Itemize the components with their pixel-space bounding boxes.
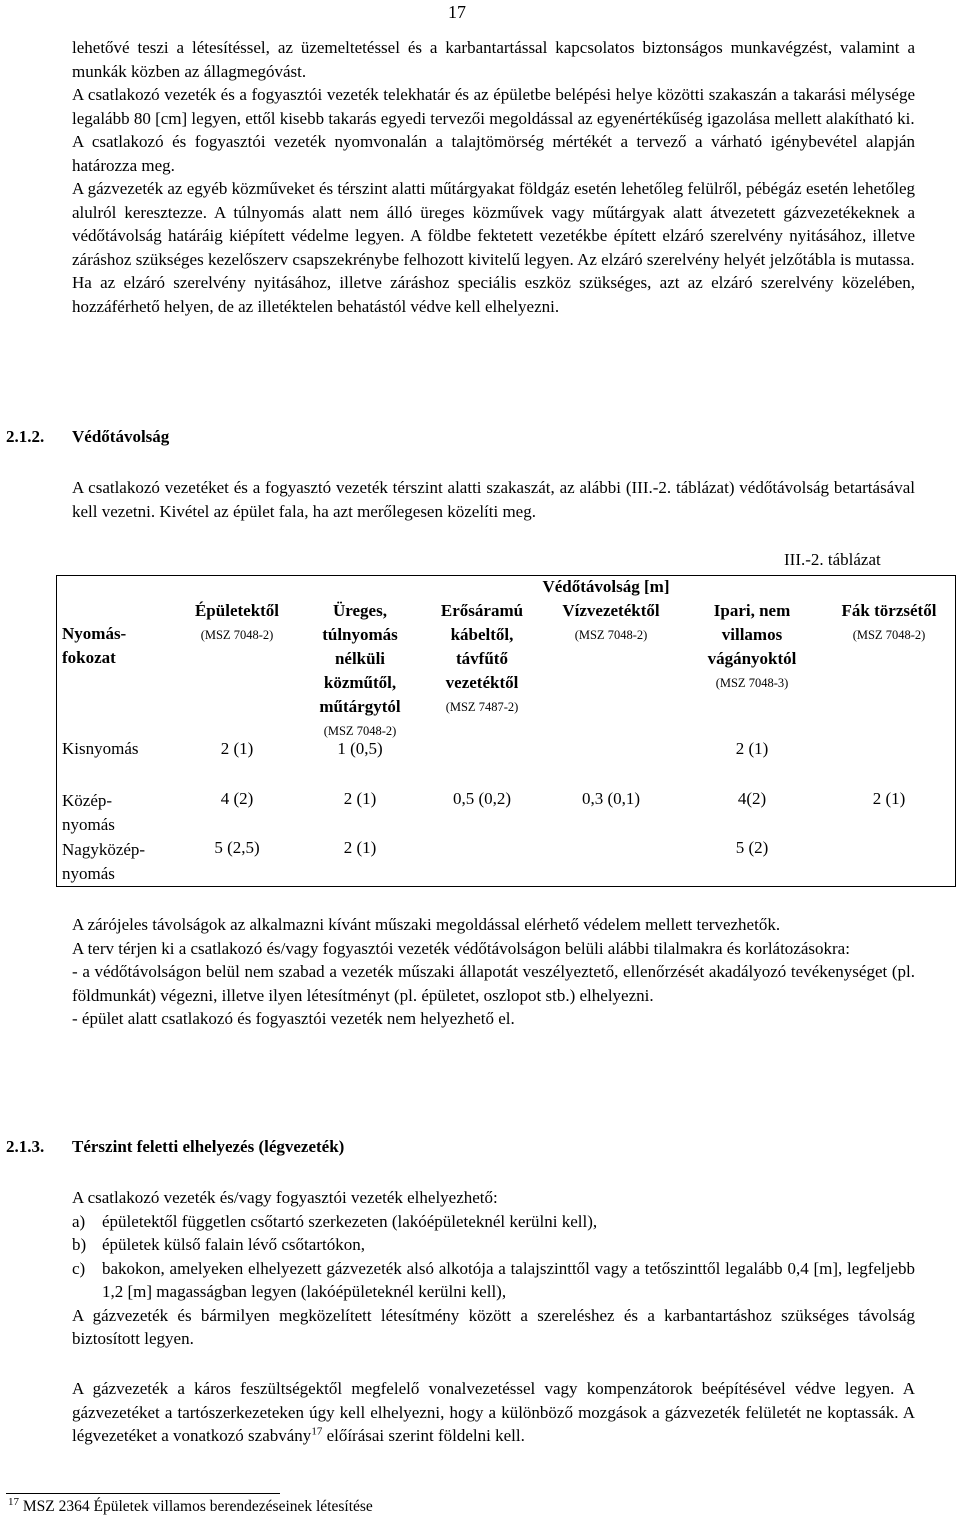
paragraph-text: előírásai szerint földelni kell. — [322, 1426, 525, 1445]
col-header-buildings — [181, 599, 293, 647]
standard-ref: (MSZ 7048-3) — [715, 676, 789, 690]
row-label-high-medium — [62, 838, 145, 886]
list-item-text: épületek külső falain lévő csőtartókon, — [102, 1235, 365, 1254]
section-number: 2.1.3. — [6, 1137, 45, 1156]
paragraph: lehetővé teszi a létesítéssel, az üzemeltetéssel és a karbantartással kapcsolatos biztonságos munkavégzést, valamint a munkák közben az állagmegóvást. — [72, 38, 915, 81]
label-line: Nagyközép- — [62, 840, 146, 859]
page-number: 17 — [448, 2, 466, 22]
intro-paragraph: A csatlakozó vezeték és/vagy fogyasztói vezeték elhelyezhető: — [72, 1188, 498, 1207]
footnote-mark: 17 — [8, 1495, 19, 1508]
cell-buildings-low: 2 (1) — [220, 739, 254, 758]
footnote — [8, 1495, 373, 1516]
header-line: vezetéktől — [445, 673, 519, 692]
section-number: 2.1.2. — [6, 427, 45, 446]
footnote-divider — [6, 1493, 280, 1494]
header-line: fokozat — [62, 648, 116, 667]
section-title: Térszint feletti elhelyezés (légvezeték) — [72, 1137, 345, 1156]
list-item — [72, 960, 915, 1007]
col-header-pressure — [62, 622, 126, 670]
list-item-text: épületektől független csőtartó szerkezeten (lakóépületeknél kerülni kell), — [102, 1211, 598, 1231]
list-item — [72, 1210, 915, 1234]
col-header-hollow — [296, 599, 424, 743]
cell-hollow-low: 1 (0,5) — [337, 739, 383, 758]
paragraph-text: A gázvezeték a káros feszültségektől megfelelő vonalvezetéssel vagy kompenzátorok beépítésével védve legyen. A gázvezetéket a tartószerkezeteken úgy kell elhelyezni, hogy a különböző mozgások a gázvezeték felületét ne koptassák. A légvezetéket a vonatkozó szabvány — [72, 1379, 915, 1445]
list-marker: a) — [72, 1211, 86, 1231]
cell-rail-high-medium: 5 (2) — [735, 838, 769, 857]
paragraph: A gázvezeték az egyéb közműveket és térszint alatti műtárgyakat földgáz esetén lehetőleg felülről, pébégáz esetén lehetőleg alulról keresztezze. A túlnyomás alatt nem álló üreges közművek vagy műtárgyak alatt átvezetett gázvezetékeknek a védőtávolság határáig kiépített védelme legyen. A földbe fektetett vezetékbe épített elzáró szerelvény nyitásához, illetve záráshoz szükséges kezelőszerv csapszekrénybe felhozott kivitelű legyen. Az elzáró szerelvény helyét jelzőtábla is mutassa. — [72, 179, 915, 269]
section-heading — [6, 1137, 345, 1157]
header-line: Üreges, — [333, 601, 387, 620]
footnote-ref: 17 — [311, 1425, 323, 1438]
paragraph: Ha az elzáró szerelvény nyitásához, illetve záráshoz speciális eszköz szükséges, azt az elzáró szerelvény közelében, hozzáférhető helyen, de az illetéktelen behatástól védve kell elhelyezni. — [72, 273, 915, 316]
cell-rail-medium: 4(2) — [737, 789, 767, 808]
cell-tree-shared: 2 (1) — [872, 789, 906, 808]
standard-ref: (MSZ 7048-2) — [574, 628, 648, 642]
col-header-tree — [822, 599, 956, 647]
cell-hollow-high-medium: 2 (1) — [343, 838, 377, 857]
header-line: villamos — [721, 625, 783, 644]
standard-ref: (MSZ 7048-2) — [323, 724, 397, 738]
col-header-rail — [684, 599, 820, 695]
cell-water-shared: 0,3 (0,1) — [581, 789, 641, 808]
list-item — [72, 1257, 915, 1304]
header-line: vágányoktól — [707, 649, 797, 668]
header-line: Épületektől — [194, 601, 280, 620]
group-header: Védőtávolság [m] — [542, 577, 670, 596]
paragraph-grounding — [72, 1377, 915, 1448]
cell-rail-low: 2 (1) — [735, 739, 769, 758]
header-line: Ipari, nem — [713, 601, 791, 620]
row-label-low: Kisnyomás — [62, 739, 139, 758]
standard-ref: (MSZ 7487-2) — [445, 700, 519, 714]
list-marker: b) — [72, 1235, 87, 1254]
cell-buildings-high-medium: 5 (2,5) — [214, 838, 260, 857]
intro-paragraph: A terv térjen ki a csatlakozó és/vagy fogyasztói vezeték védőtávolságon belüli alábbi tilalmakra és korlátozásokra: — [72, 938, 850, 958]
label-line: nyomás — [62, 815, 115, 834]
label-line: Közép- — [62, 791, 113, 810]
standard-ref: (MSZ 7048-2) — [852, 628, 926, 642]
cell-hollow-medium: 2 (1) — [343, 789, 377, 808]
standard-ref: (MSZ 7048-2) — [200, 628, 274, 642]
header-line: kábeltől, — [450, 625, 514, 644]
header-line: Nyomás- — [62, 624, 127, 643]
list-item-text: bakokon, amelyeken elhelyezett gázvezeték alsó alkotója a talajszinttől vagy a tetőszinttől legalább 0,4 [m], legfeljebb 1,2 [m] magasságban legyen (lakóépületeknél kerülni kell), — [102, 1258, 915, 1301]
section-title: Védőtávolság — [72, 427, 170, 446]
list-item: - épület alatt csatlakozó és fogyasztói vezeték nem helyezhető el. — [72, 1009, 515, 1028]
header-line: nélküli — [334, 649, 386, 668]
header-line: Fák törzsétől — [841, 601, 937, 620]
paragraph: A csatlakozó vezeték és a fogyasztói vezeték telekhatár és az épületbe belépési helye közötti szakaszán a takarási mélysége legalább 80 [cm] legyen, ettől kisebb takarás egyedi tervezői megoldással az egyenértékűség igazolása mellett alakítható ki. — [72, 85, 915, 128]
cell-buildings-medium: 4 (2) — [220, 789, 254, 808]
label-line: nyomás — [62, 864, 115, 883]
section-213-text — [72, 1186, 915, 1351]
cell-power-shared: 0,5 (0,2) — [452, 789, 512, 808]
protection-distance-table — [56, 575, 956, 887]
after-table-text — [72, 913, 915, 1031]
header-line: műtárgytól — [319, 697, 401, 716]
col-header-water — [536, 599, 686, 647]
row-label-medium — [62, 789, 115, 837]
header-line: Vízvezetéktől — [562, 601, 660, 620]
list-item-text: - a védőtávolságon belül nem szabad a vezeték műszaki állapotát veszélyeztető, ellenőrzését akadályozó tevékenységet (pl. földmunkát) végezni, illetve ilyen létesítményt (pl. épületet, oszlopot stb.) elhelyezni. — [72, 962, 915, 1005]
table-caption: III.-2. táblázat — [784, 550, 881, 569]
paragraph: A csatlakozó és fogyasztói vezeték nyomvonalán a talajtömörség mértékét a tervező a várható igénybevétel alapján határozza meg. — [72, 132, 915, 175]
col-header-power — [421, 599, 543, 719]
list-marker: c) — [72, 1258, 86, 1278]
section-heading — [6, 427, 170, 447]
footnote-text: MSZ 2364 Épületek villamos berendezéseinek létesítése — [22, 1498, 373, 1515]
header-line: közműtől, — [323, 673, 397, 692]
section-text: A csatlakozó vezetéket és a fogyasztó vezeték térszint alatti szakaszát, az alábbi (III.-2. táblázat) védőtávolság betartásával kell vezetni. Kivétel az épület fala, ha azt merőlegesen közelíti meg. — [72, 478, 915, 521]
header-line: Erősáramú — [440, 601, 524, 620]
header-line: távfűtő — [456, 649, 508, 668]
header-line: túlnyomás — [322, 625, 398, 644]
list-item — [72, 1233, 915, 1257]
paragraph: A gázvezeték és bármilyen megközelített létesítmény között a szereléshez és a karbantartáshoz szükséges távolság biztosított legyen. — [72, 1305, 915, 1348]
note-paragraph: A zárójeles távolságok az alkalmazni kívánt műszaki megoldással elérhető védelem mellett tervezhetők. — [72, 915, 781, 934]
intro-text — [72, 36, 915, 318]
